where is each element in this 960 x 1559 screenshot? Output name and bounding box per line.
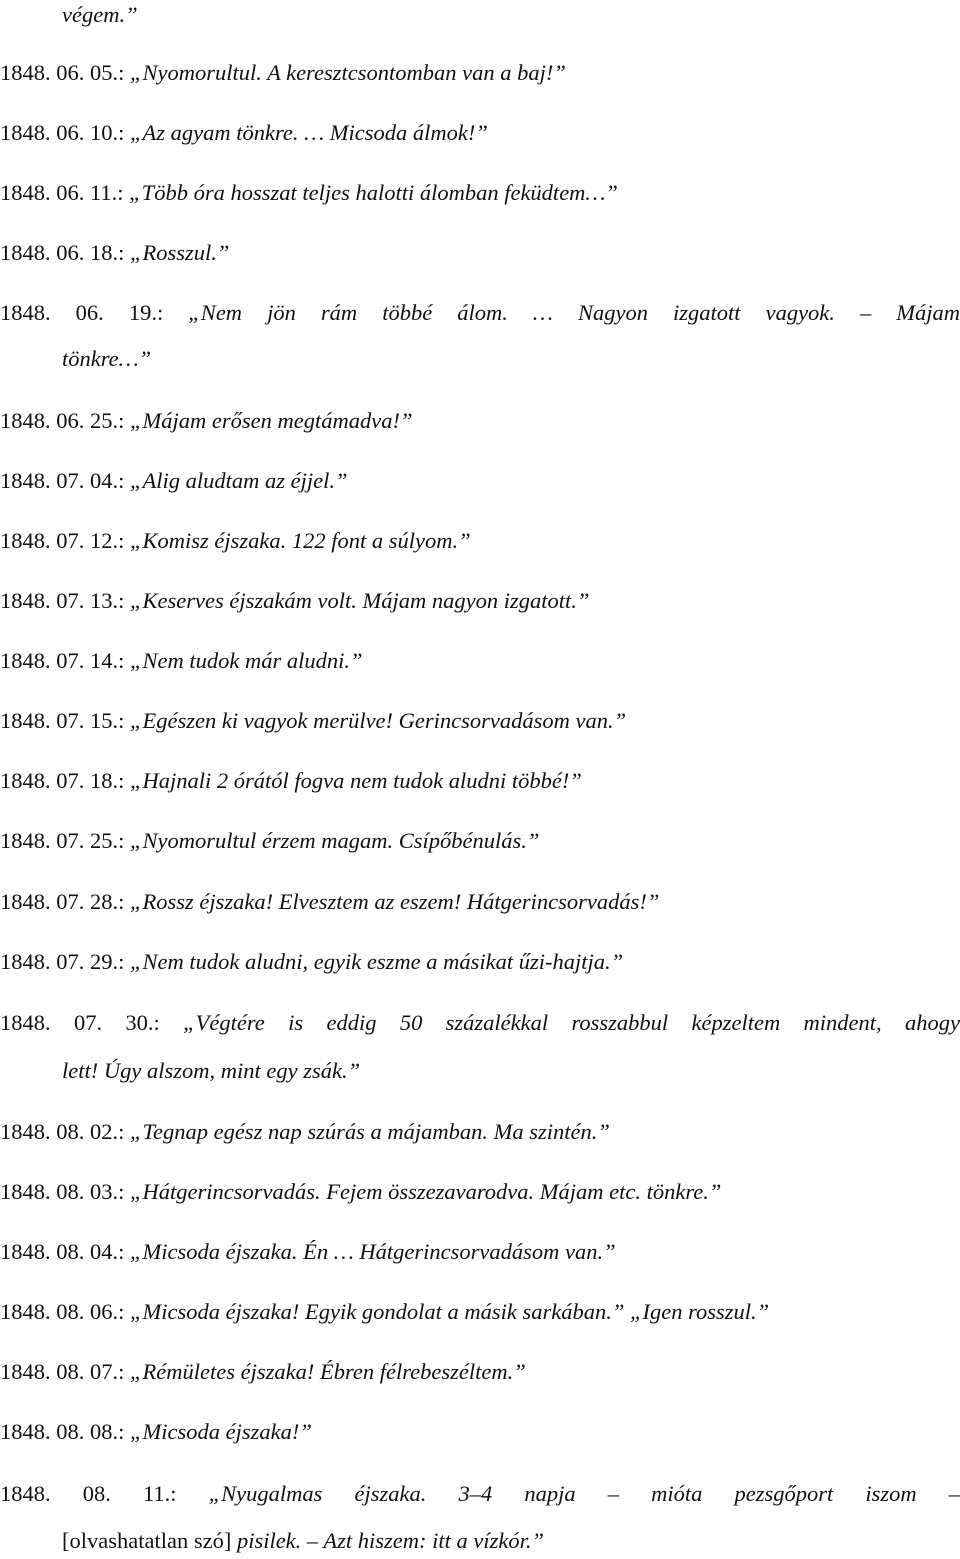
diary-entry <box>0 1480 960 1508</box>
diary-entry <box>0 239 960 267</box>
diary-entry <box>0 119 960 147</box>
entry-quote: „Keserves éjszakám volt. Májam nagyon izgatott.” <box>130 588 590 613</box>
entry-date: 1848. 08. 11.: <box>0 1481 177 1506</box>
diary-entry <box>0 707 960 735</box>
entry-date: 1848. 08. 06.: <box>0 1299 125 1324</box>
entry-date: 1848. 06. 18.: <box>0 240 125 265</box>
entry-quote: „Egészen ki vagyok merülve! Gerincsorvadásom van.” <box>130 708 627 733</box>
entry-quote: „Nyomorultul érzem magam. Csípőbénulás.” <box>130 828 540 853</box>
entry-continuation: lett! Úgy alszom, mint egy zsák.” <box>62 1058 361 1083</box>
entry-quote: „Májam erősen megtámadva!” <box>130 408 413 433</box>
entry-quote: „Nem tudok már aludni.” <box>130 648 363 673</box>
entry-date: 1848. 07. 12.: <box>0 528 125 553</box>
diary-entry <box>0 827 960 855</box>
diary-entry <box>0 527 960 555</box>
entry-date: 1848. 07. 29.: <box>0 949 125 974</box>
diary-entry <box>0 888 960 916</box>
entry-date: 1848. 07. 15.: <box>0 708 125 733</box>
entry-quote: „Rosszul.” <box>130 240 230 265</box>
entry-date: 1848. 06. 10.: <box>0 120 125 145</box>
diary-entry <box>0 1358 960 1386</box>
entry-quote: „Nem jön rám többé álom. … Nagyon izgatott vagyok. – Májam <box>188 300 960 325</box>
entry-quote: „Több óra hosszat teljes halotti álomban feküdtem…” <box>129 180 618 205</box>
diary-entry <box>0 179 960 207</box>
entry-date: 1848. 07. 30.: <box>0 1010 160 1035</box>
entry-quote: „Tegnap egész nap szúrás a májamban. Ma szintén.” <box>130 1119 610 1144</box>
entry-quote: „Micsoda éjszaka!” <box>130 1419 312 1444</box>
diary-entry <box>0 299 960 327</box>
entry-quote: „Hátgerincsorvadás. Fejem összezavarodva. Májam etc. tönkre.” <box>130 1179 722 1204</box>
diary-entry <box>0 1009 960 1037</box>
entry-date: 1848. 08. 07.: <box>0 1359 125 1384</box>
entry-date: 1848. 07. 04.: <box>0 468 125 493</box>
entry-quote-continuation: pisilek. – Azt hiszem: itt a vízkór.” <box>236 1528 545 1553</box>
entry-date: 1848. 06. 11.: <box>0 180 124 205</box>
entry-quote: „Micsoda éjszaka! Egyik gondolat a másik sarkában.” „Igen rosszul.” <box>130 1299 770 1324</box>
diary-entry <box>0 467 960 495</box>
entry-date: 1848. 08. 04.: <box>0 1239 125 1264</box>
entry-date: 1848. 07. 13.: <box>0 588 125 613</box>
diary-entry <box>0 948 960 976</box>
diary-entry <box>0 1118 960 1146</box>
diary-entry <box>0 59 960 87</box>
entry-quote: „Micsoda éjszaka. Én … Hátgerincsorvadásom van.” <box>130 1239 616 1264</box>
editorial-note: [olvashatatlan szó] <box>62 1528 232 1553</box>
entry-quote: „Komisz éjszaka. 122 font a súlyom.” <box>130 528 471 553</box>
entry-quote: „Nyugalmas éjszaka. 3–4 napja – mióta pezsgőport iszom – <box>208 1481 960 1506</box>
entry-date: 1848. 07. 28.: <box>0 889 125 914</box>
diary-entry <box>0 767 960 795</box>
continuation-line: végem.” <box>62 2 138 27</box>
entry-date: 1848. 08. 08.: <box>0 1419 125 1444</box>
entry-continuation: tönkre…” <box>62 346 152 371</box>
diary-entry <box>0 647 960 675</box>
entry-quote: „Nem tudok aludni, egyik eszme a másikat űzi-hajtja.” <box>130 949 624 974</box>
entry-continuation <box>62 1527 960 1555</box>
entry-date: 1848. 06. 25.: <box>0 408 125 433</box>
entry-date: 1848. 07. 25.: <box>0 828 125 853</box>
diary-entry <box>0 587 960 615</box>
entry-date: 1848. 07. 14.: <box>0 648 125 673</box>
diary-entry <box>0 1418 960 1446</box>
entry-date: 1848. 06. 19.: <box>0 300 164 325</box>
entry-date: 1848. 07. 18.: <box>0 768 125 793</box>
entry-quote: „Végtére is eddig 50 százalékkal rosszabbul képzeltem mindent, ahogy <box>183 1010 960 1035</box>
entry-date: 1848. 08. 02.: <box>0 1119 125 1144</box>
diary-entry <box>0 1298 960 1326</box>
diary-entry <box>0 1238 960 1266</box>
entry-quote: „Nyomorultul. A keresztcsontomban van a baj!” <box>130 60 566 85</box>
entry-date: 1848. 06. 05.: <box>0 60 125 85</box>
entry-quote: „Hajnali 2 órától fogva nem tudok aludni többé!” <box>130 768 582 793</box>
entry-quote: „Rémületes éjszaka! Ébren félrebeszéltem.” <box>130 1359 526 1384</box>
diary-entry <box>0 1178 960 1206</box>
diary-entry <box>0 407 960 435</box>
entry-quote: „Rossz éjszaka! Elvesztem az eszem! Hátgerincsorvadás!” <box>130 889 660 914</box>
entry-date: 1848. 08. 03.: <box>0 1179 125 1204</box>
entry-quote: „Alig aludtam az éjjel.” <box>130 468 348 493</box>
entry-quote: „Az agyam tönkre. … Micsoda álmok!” <box>130 120 488 145</box>
